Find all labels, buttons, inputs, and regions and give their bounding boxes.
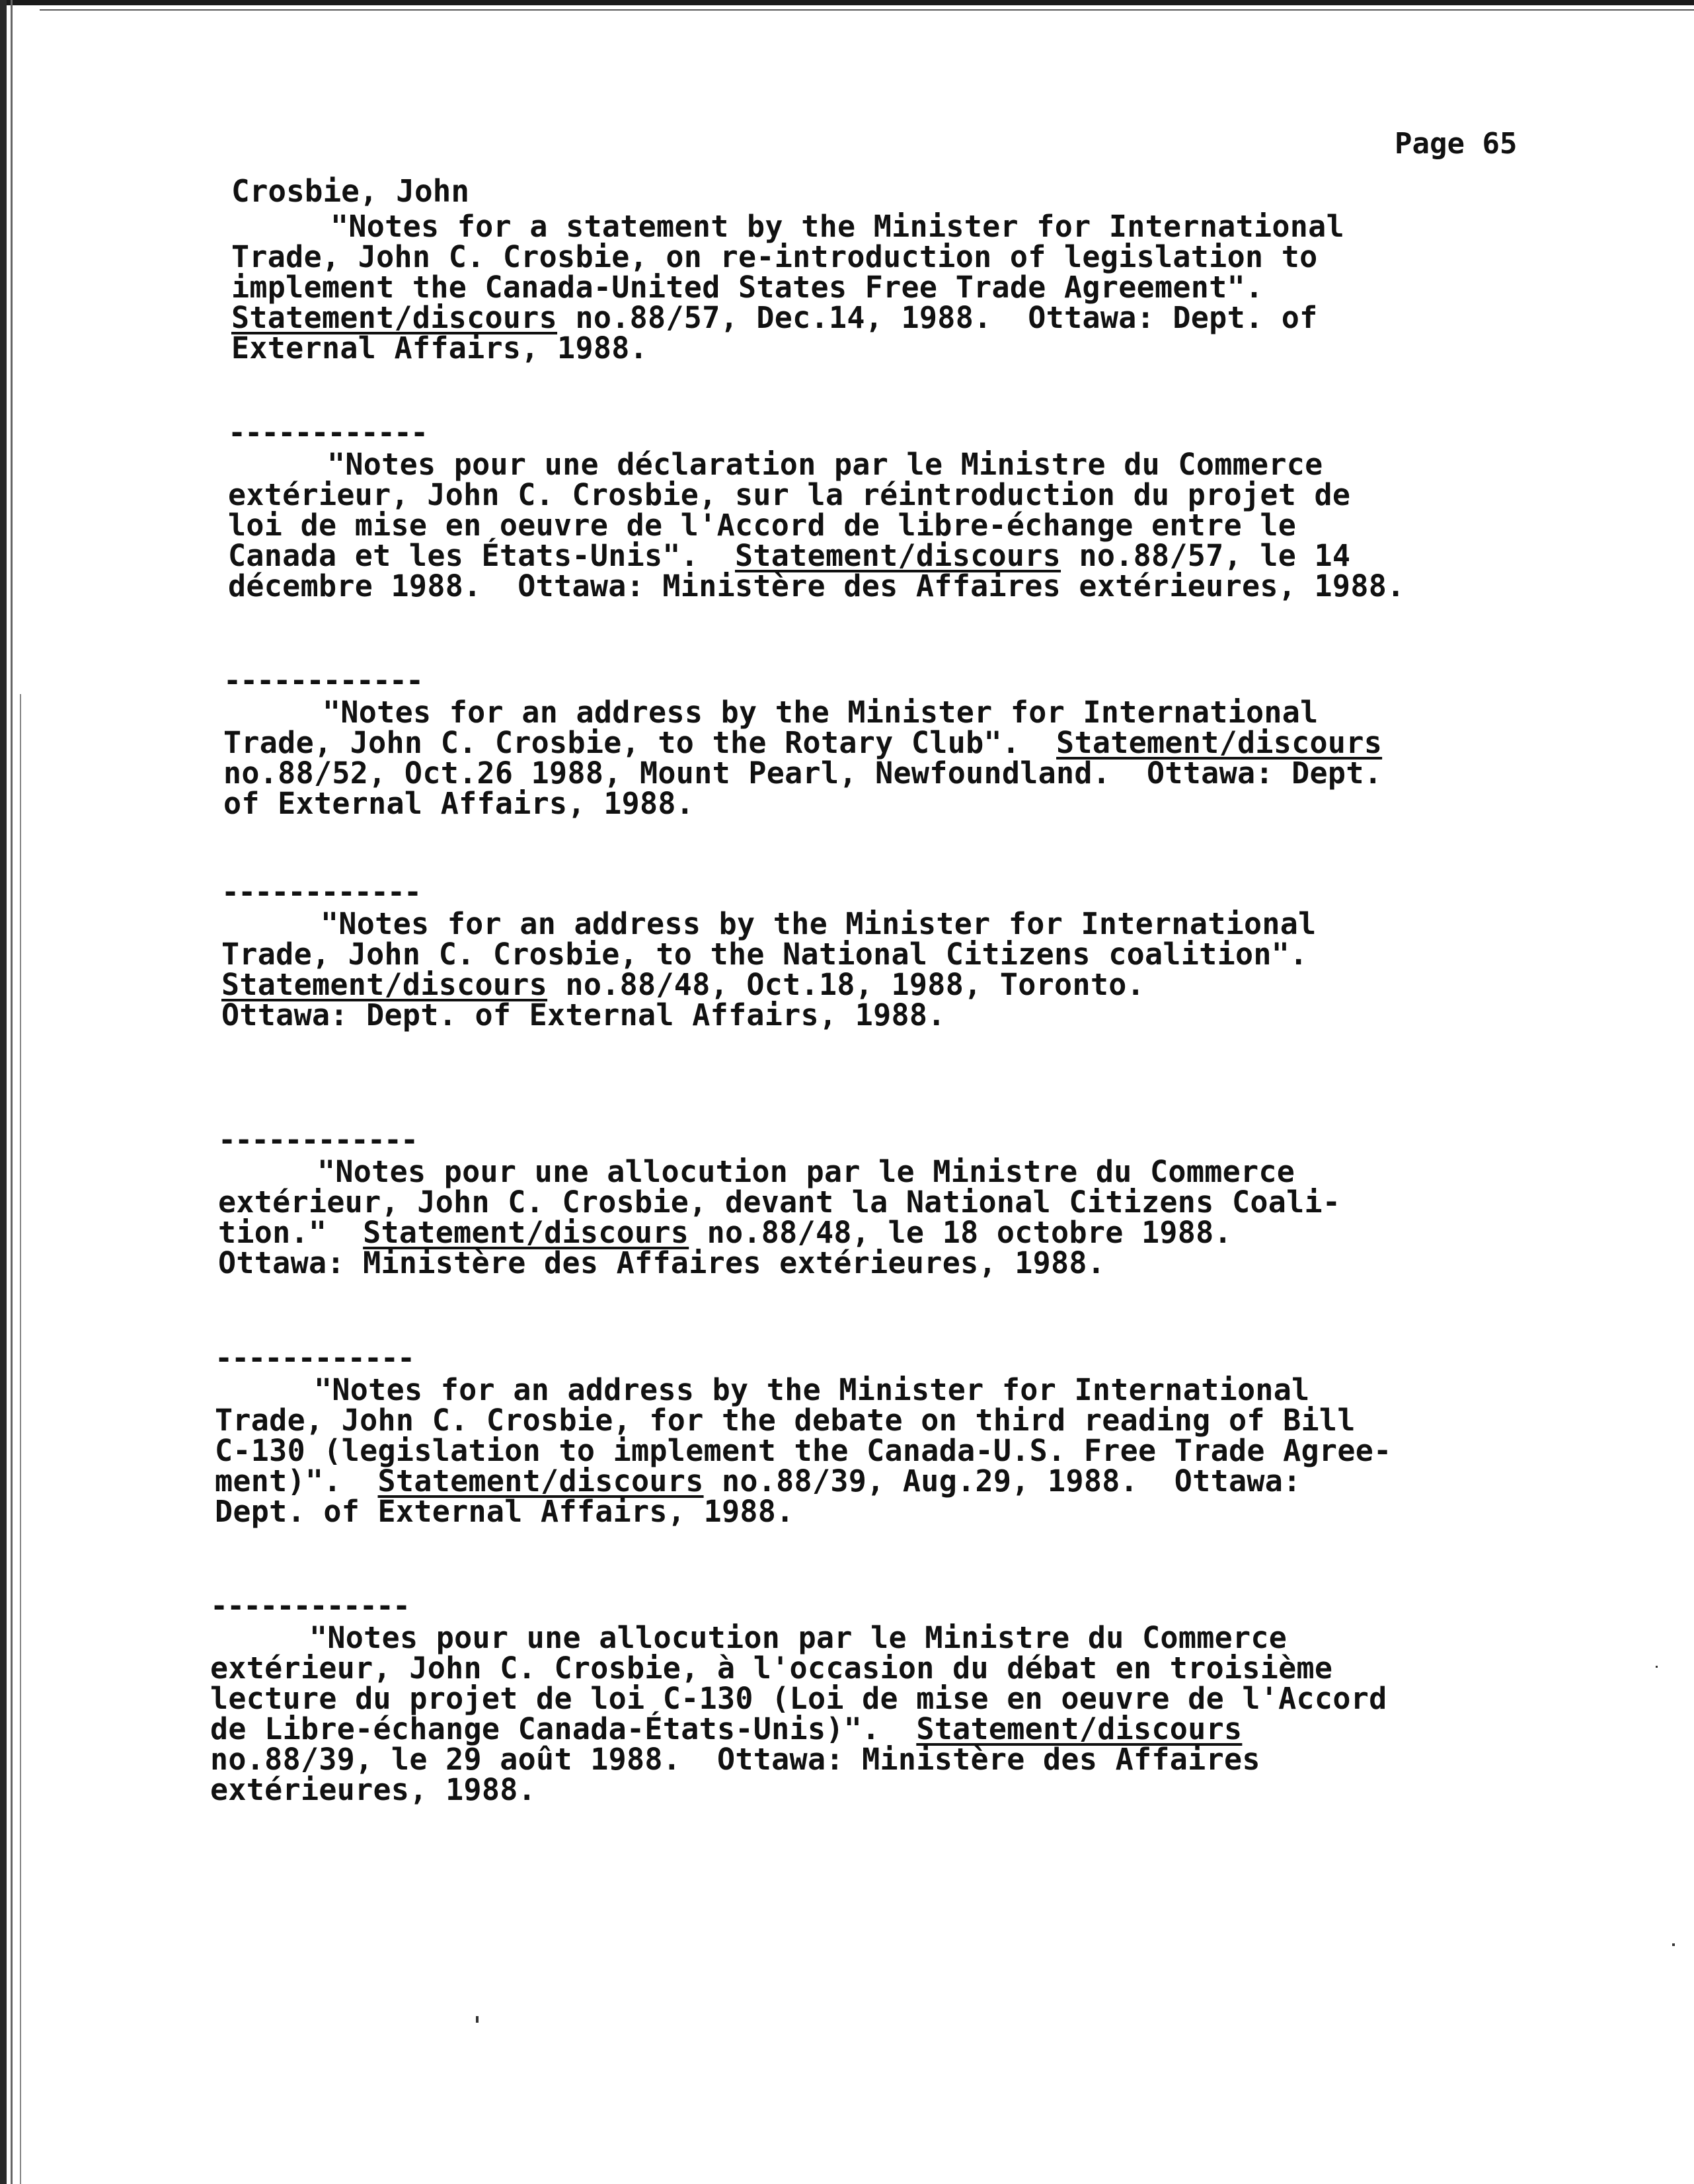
author-heading: Crosbie, John bbox=[231, 173, 470, 209]
entry-line: Canada et les États-Unis". Statement/discours no.88/57, le 14 bbox=[228, 538, 1351, 573]
entry-line: "Notes pour une allocution par le Ministre du Commerce bbox=[317, 1154, 1295, 1189]
entry-line: External Affairs, 1988. bbox=[231, 331, 648, 366]
series-title: Statement/discours bbox=[1056, 725, 1383, 760]
entry-line: "Notes for an address by the Minister for International bbox=[314, 1372, 1310, 1407]
entry-line: Ottawa: Dept. of External Affairs, 1988. bbox=[221, 997, 946, 1033]
entry-line: "Notes pour une allocution par le Ministre du Commerce bbox=[309, 1620, 1288, 1655]
entry-line: extérieur, John C. Crosbie, sur la réintroduction du projet de bbox=[228, 477, 1351, 512]
series-title: Statement/discours bbox=[734, 538, 1061, 573]
entry-line: Trade, John C. Crosbie, for the debate on third reading of Bill bbox=[215, 1403, 1356, 1438]
bibliography-entry bbox=[221, 876, 1543, 1031]
bibliography-entry bbox=[223, 664, 1545, 819]
scan-speck bbox=[1656, 1666, 1658, 1668]
series-title: Statement/discours bbox=[916, 1711, 1243, 1746]
scan-border-left-faint bbox=[20, 694, 21, 2184]
entry-line: C-130 (legislation to implement the Canada-U.S. Free Trade Agree- bbox=[215, 1433, 1392, 1468]
entry-line: Ottawa: Ministère des Affaires extérieures, 1988. bbox=[218, 1245, 1106, 1280]
entry-line: loi de mise en oeuvre de l'Accord de libre-échange entre le bbox=[228, 508, 1297, 543]
series-title: Statement/discours bbox=[363, 1215, 689, 1250]
scan-border-left bbox=[0, 0, 7, 2184]
entry-line: lecture du projet de loi C-130 (Loi de mise en oeuvre de l'Accord bbox=[210, 1681, 1387, 1716]
entry-line: tion." Statement/discours no.88/48, le 18 octobre 1988. bbox=[218, 1215, 1232, 1250]
entry-line: of External Affairs, 1988. bbox=[223, 786, 695, 821]
citation-details: no.88/48, Oct.18, 1988, Toronto. bbox=[547, 967, 1145, 1002]
entry-separator: ------------ bbox=[210, 1588, 410, 1623]
entry-line: extérieures, 1988. bbox=[210, 1772, 537, 1807]
scan-speck bbox=[476, 2016, 479, 2023]
entry-line: no.88/39, le 29 août 1988. Ottawa: Ministère des Affaires bbox=[210, 1742, 1260, 1777]
entry-line: Trade, John C. Crosbie, on re-introduction of legislation to bbox=[231, 239, 1318, 274]
series-title: Statement/discours bbox=[377, 1463, 704, 1499]
entry-line: ment)". Statement/discours no.88/39, Aug.29, 1988. Ottawa: bbox=[215, 1463, 1301, 1499]
entry-line: "Notes for an address by the Minister for International bbox=[323, 695, 1319, 730]
bibliography-entry bbox=[210, 1590, 1532, 1805]
scan-border-left-thin bbox=[11, 0, 13, 2184]
entry-line: Dept. of External Affairs, 1988. bbox=[215, 1494, 794, 1529]
citation-details: no.88/48, le 18 octobre 1988. bbox=[689, 1215, 1232, 1250]
entry-line: extérieur, John C. Crosbie, devant la National Citizens Coali- bbox=[218, 1185, 1341, 1220]
bibliography-entry bbox=[218, 1124, 1540, 1278]
series-title: Statement/discours bbox=[221, 967, 548, 1002]
entry-line bbox=[231, 300, 1553, 335]
citation-details: no.88/57, Dec.14, 1988. Ottawa: Dept. of bbox=[557, 300, 1318, 335]
citation-details: no.88/39, Aug.29, 1988. Ottawa: bbox=[703, 1463, 1301, 1499]
entry-line: décembre 1988. Ottawa: Ministère des Affaires extérieures, 1988. bbox=[228, 568, 1405, 604]
scan-speck bbox=[1672, 1943, 1675, 1946]
bibliography-entry bbox=[228, 416, 1550, 602]
entry-line bbox=[221, 967, 1543, 1002]
bibliography-entry bbox=[215, 1342, 1537, 1527]
entry-line: extérieur, John C. Crosbie, à l'occasion du débat en troisième bbox=[210, 1651, 1333, 1686]
citation-details: no.88/57, le 14 bbox=[1061, 538, 1351, 573]
entry-line: "Notes pour une déclaration par le Ministre du Commerce bbox=[327, 447, 1323, 482]
entry-line: Trade, John C. Crosbie, to the National Citizens coalition". bbox=[221, 937, 1308, 972]
scan-border-top-thin bbox=[40, 9, 1694, 11]
bibliography-entry bbox=[231, 209, 1553, 366]
entry-line: "Notes for an address by the Minister for International bbox=[321, 906, 1317, 941]
entry-separator: ------------ bbox=[228, 415, 428, 450]
entry-separator: ------------ bbox=[223, 663, 423, 698]
entry-line: de Libre-échange Canada-États-Unis)". Statement/discours bbox=[210, 1711, 1243, 1746]
series-title: Statement/discours bbox=[231, 300, 558, 335]
entry-separator: ------------ bbox=[221, 875, 421, 910]
entry-line: implement the Canada-United States Free Trade Agreement". bbox=[231, 270, 1264, 305]
entry-separator: ------------ bbox=[218, 1122, 418, 1157]
entry-separator: ------------ bbox=[215, 1341, 414, 1376]
page-number: Page 65 bbox=[1395, 127, 1518, 161]
scan-border-top bbox=[0, 0, 1694, 5]
entry-line: no.88/52, Oct.26 1988, Mount Pearl, Newfoundland. Ottawa: Dept. bbox=[223, 756, 1383, 791]
entry-line: "Notes for a statement by the Minister for International bbox=[330, 209, 1344, 244]
entry-line: Trade, John C. Crosbie, to the Rotary Club". Statement/discours bbox=[223, 725, 1383, 760]
